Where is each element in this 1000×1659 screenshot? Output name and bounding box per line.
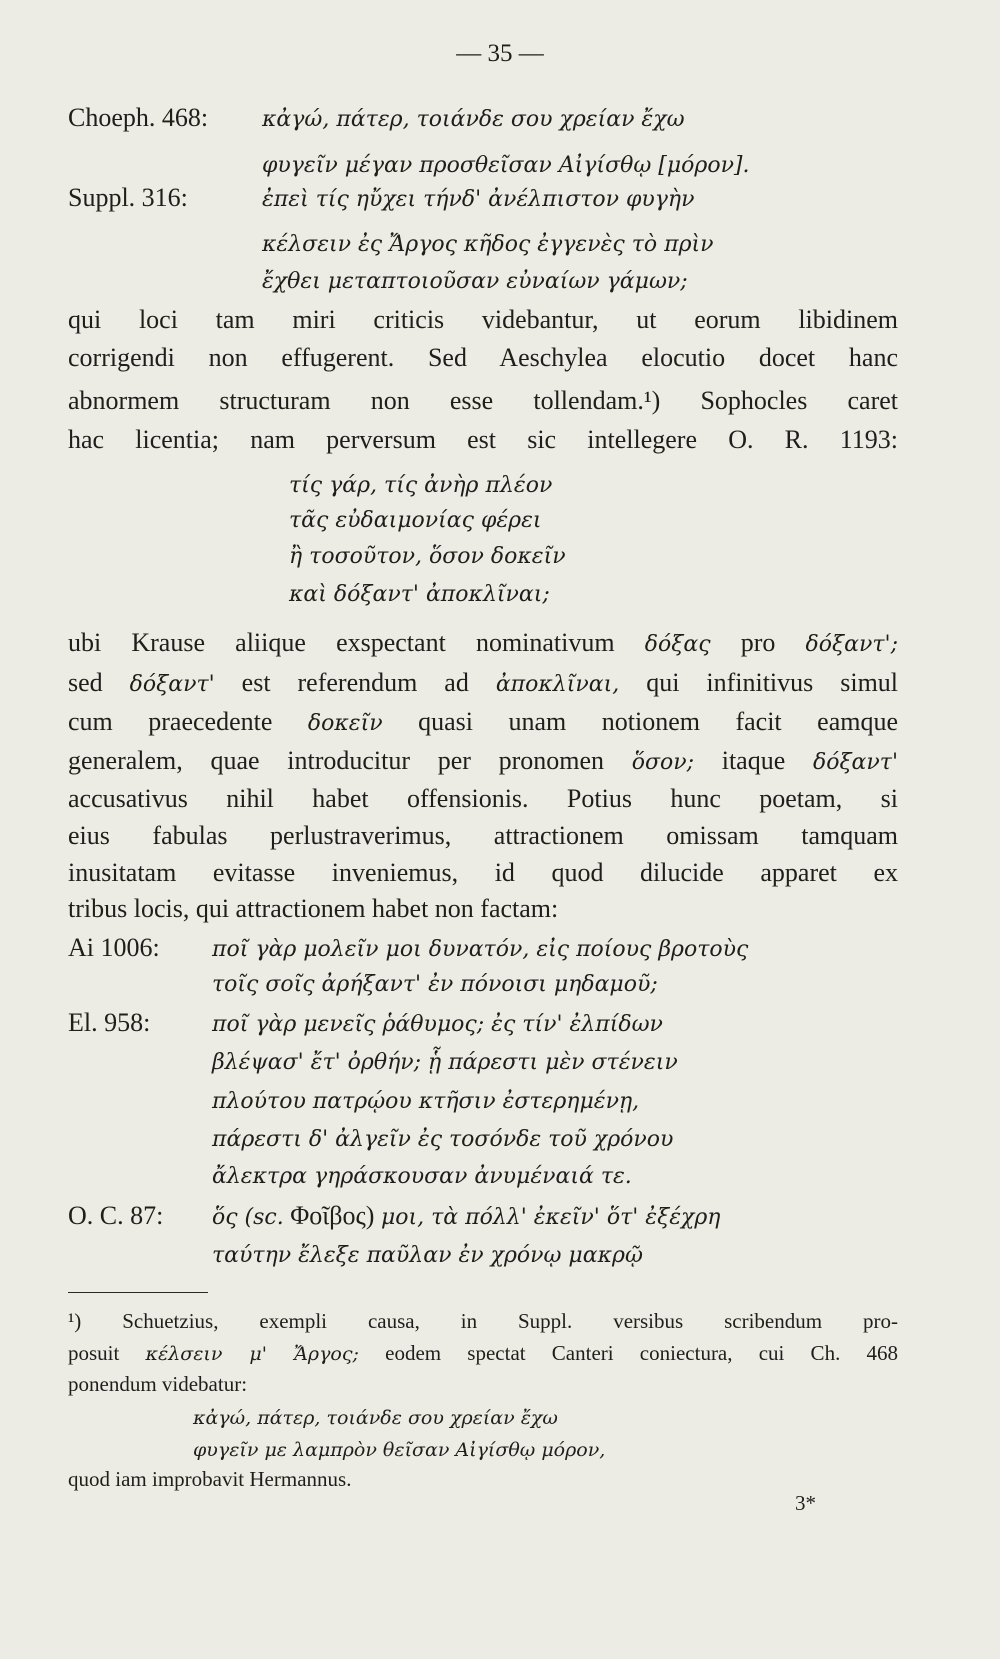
greek-verse-line: ἔχθει μεταπτοιοῦσαν εὐναίων γάμων;	[262, 269, 688, 294]
body-text-line: cum praecedente δοκεῖν quasi unam notionem facit eamque	[68, 707, 899, 736]
greek-verse-line: πάρεστι δ' ἀλγεῖν ἐς τοσόνδε τοῦ χρόνου	[212, 1127, 674, 1152]
page-number: — 35 —	[456, 40, 544, 67]
greek-verse-line: ποῖ γὰρ μολεῖν μοι δυνατόν, εἰς ποίους βροτοὺς	[212, 937, 749, 962]
footnote-line: posuit κέλσειν μ' Ἄργος; eodem spectat Canteri coniectura, cui Ch. 468	[68, 1341, 899, 1365]
greek-verse-line: ἢ τοσοῦτον, ὅσον δοκεῖν	[289, 544, 566, 569]
footnote-verse: φυγεῖν με λαμπρὸν θεῖσαν Αἰγίσθῳ μόρον,	[193, 1439, 606, 1461]
body-text-line: sed δόξαντ' est referendum ad ἀποκλῖναι, qui infinitivus simul	[68, 668, 899, 697]
footnote-line: ¹) Schuetzius, exempli causa, in Suppl. versibus scribendum pro-	[68, 1309, 898, 1333]
footnote-line: quod iam improbavit Hermannus.	[68, 1467, 352, 1491]
greek-verse-line: καὶ δόξαντ' ἀποκλῖναι;	[289, 582, 550, 607]
greek-verse-line: τοῖς σοῖς ἀρήξαντ' ἐν πόνοισι μηδαμοῦ;	[212, 972, 658, 997]
greek-verse-line: βλέψασ' ἔτ' ὀρθήν; ᾗ πάρεστι μὲν στένειν	[212, 1050, 678, 1075]
body-text-line: hac licentia; nam perversum est sic intellegere O. R. 1193:	[68, 425, 898, 454]
greek-verse-line: ἐπεὶ τίς ηὔχει τήνδ' ἀνέλπιστον φυγὴν	[262, 187, 695, 212]
citation-label-oc: O. C. 87:	[68, 1201, 164, 1230]
citation-label-ai: Ai 1006:	[68, 933, 160, 962]
body-text-line: qui loci tam miri criticis videbantur, ut eorum libidinem	[68, 305, 898, 334]
body-text-line: ubi Krause aliique exspectant nominativum δόξας pro δόξαντ';	[68, 628, 899, 657]
greek-verse-line: κἀγώ, πάτερ, τοιάνδε σου χρείαν ἔχω	[262, 107, 685, 132]
greek-verse-line: ποῖ γὰρ μενεῖς ῥάθυμος; ἐς τίν' ἐλπίδων	[212, 1012, 663, 1037]
footnote-verse: κἀγώ, πάτερ, τοιάνδε σου χρείαν ἔχω	[193, 1407, 558, 1429]
body-text-line: inusitatam evitasse inveniemus, id quod dilucide apparet ex	[68, 858, 898, 887]
greek-verse-line: κέλσειν ἐς Ἄργος κῆδος ἐγγενὲς τὸ πρὶν	[262, 232, 714, 257]
citation-label-choeph: Choeph. 468:	[68, 103, 209, 132]
footnote-line: ponendum videbatur:	[68, 1372, 248, 1396]
body-text-line: abnormem structuram non esse tollendam.¹) Sophocles caret	[68, 386, 898, 415]
greek-verse-line: φυγεῖν μέγαν προσθεῖσαν Αἰγίσθῳ [μόρον].	[262, 153, 750, 178]
body-text-line: eius fabulas perlustraverimus, attractionem omissam tamquam	[68, 821, 898, 850]
footnote-rule	[68, 1292, 208, 1293]
greek-verse-line: πλούτου πατρῴου κτῆσιν ἐστερημένῃ,	[212, 1089, 640, 1114]
citation-label-suppl: Suppl. 316:	[68, 183, 188, 212]
body-text-line: tribus locis, qui attractionem habet non factam:	[68, 894, 559, 923]
body-text-line: generalem, quae introducitur per pronomen ὅσον; itaque δόξαντ'	[68, 746, 899, 775]
greek-verse-line: ἄλεκτρα γηράσκουσαν ἀνυμέναιά τε.	[212, 1164, 632, 1189]
body-text-line: accusativus nihil habet offensionis. Potius hunc poetam, si	[68, 784, 898, 813]
body-text-line: corrigendi non effugerent. Sed Aeschylea elocutio docet hanc	[68, 343, 898, 372]
greek-verse-line: τίς γάρ, τίς ἀνὴρ πλέον	[289, 473, 553, 498]
greek-verse-line: ὅς (sc. Φοῖβος) μοι, τὰ πόλλ' ἐκεῖν' ὅτ' ἐξέχρη	[212, 1201, 721, 1230]
printer-signature: 3*	[795, 1491, 816, 1515]
citation-label-el: El. 958:	[68, 1008, 151, 1037]
greek-verse-line: ταύτην ἔλεξε παῦλαν ἐν χρόνῳ μακρῷ	[212, 1243, 643, 1268]
greek-verse-line: τᾶς εὐδαιμονίας φέρει	[289, 508, 542, 533]
